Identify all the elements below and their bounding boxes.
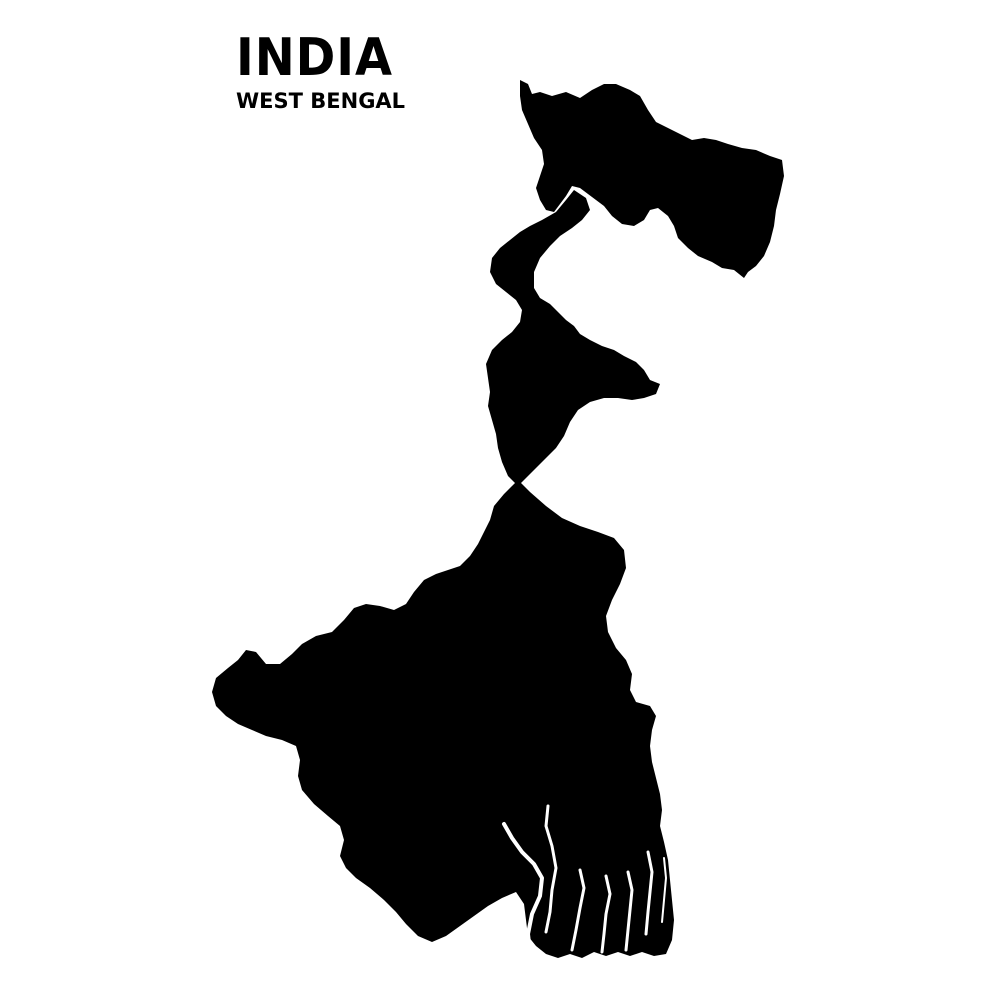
country-title: INDIA <box>236 28 393 88</box>
map-region-corridor <box>486 190 660 486</box>
map-region-south <box>212 480 674 958</box>
west-bengal-map-silhouette-icon <box>212 80 784 958</box>
map-region-north <box>520 80 784 278</box>
state-subtitle: WEST BENGAL <box>236 89 406 113</box>
